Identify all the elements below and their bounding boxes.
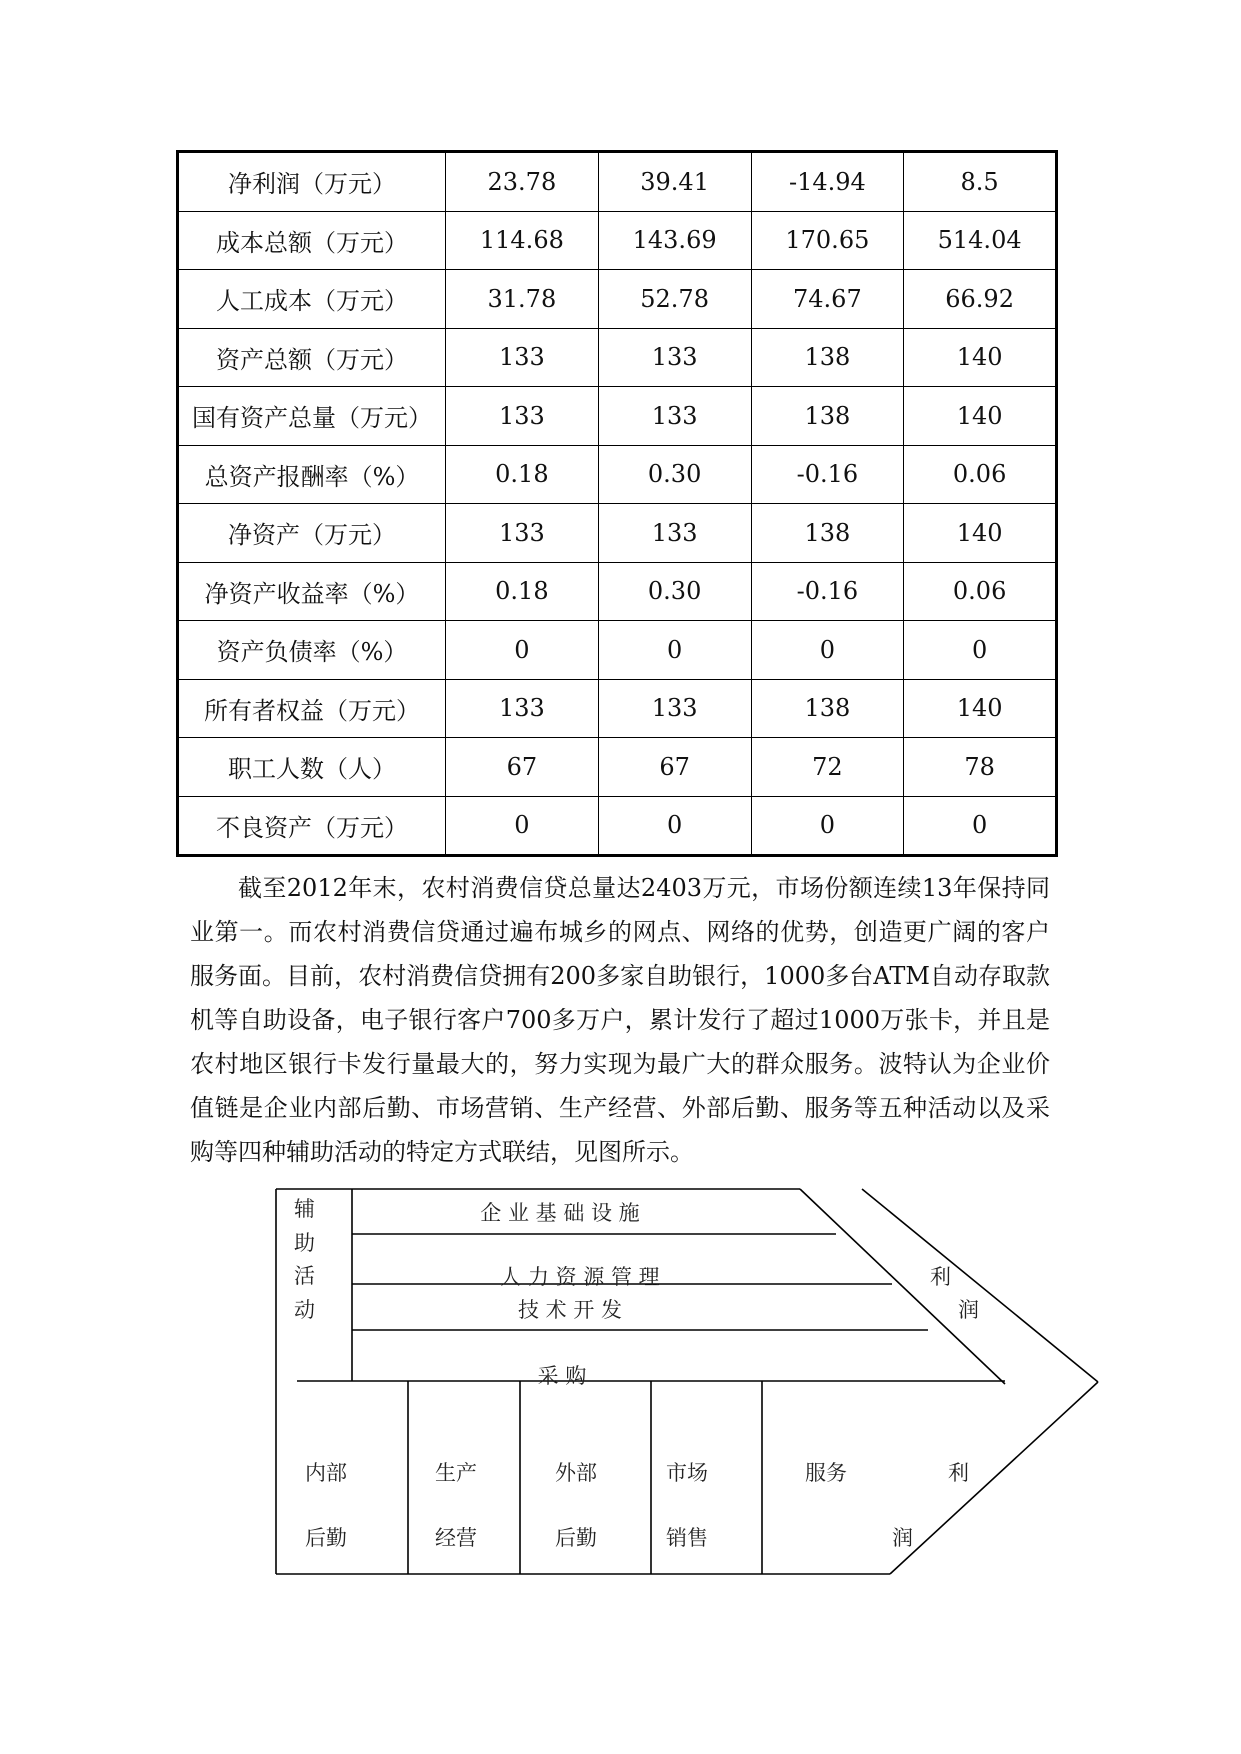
support-label-char: 动 (294, 1298, 315, 1322)
row-label: 总资产报酬率（%） (178, 445, 446, 504)
table-cell: 0 (904, 796, 1057, 856)
table-cell: 74.67 (751, 270, 904, 329)
primary-activity-line: 后勤 (305, 1526, 347, 1550)
primary-activity-line: 外部 (555, 1461, 597, 1485)
support-activity-infrastructure: 企 业 基 础 设 施 (480, 1201, 640, 1225)
table-cell: 67 (598, 738, 751, 797)
table-cell: 140 (904, 328, 1057, 387)
support-activity-tech: 技 术 开 发 (517, 1298, 623, 1322)
table-cell: 0.30 (598, 562, 751, 621)
margin-bottom-char: 利 (948, 1461, 969, 1485)
table-cell: 133 (598, 328, 751, 387)
support-activity-procurement: 采 购 (537, 1364, 587, 1388)
row-label: 资产负债率（%） (178, 621, 446, 680)
primary-activity-line: 销售 (666, 1526, 708, 1550)
table-cell: 170.65 (751, 211, 904, 270)
row-label: 职工人数（人） (178, 738, 446, 797)
row-label: 国有资产总量（万元） (178, 387, 446, 446)
table-cell: 133 (446, 504, 599, 563)
table-cell: 0.30 (598, 445, 751, 504)
table-cell: 31.78 (446, 270, 599, 329)
margin-top-char: 利 (930, 1265, 951, 1289)
margin-bottom-char: 润 (892, 1526, 913, 1550)
table-cell: 0 (598, 621, 751, 680)
table-cell: 0.06 (904, 445, 1057, 504)
margin-top-char: 润 (958, 1298, 979, 1322)
table-cell: 8.5 (904, 152, 1057, 212)
table-cell: 140 (904, 387, 1057, 446)
table-cell: 0 (446, 621, 599, 680)
table-cell: 0 (751, 621, 904, 680)
table-cell: 138 (751, 328, 904, 387)
table-cell: 138 (751, 504, 904, 563)
table-cell: 66.92 (904, 270, 1057, 329)
support-label-char: 辅 (294, 1197, 315, 1221)
table-cell: 133 (598, 504, 751, 563)
primary-activity-line: 服务 (805, 1461, 847, 1485)
table-cell: 78 (904, 738, 1057, 797)
row-label: 不良资产（万元） (178, 796, 446, 856)
table-cell: -14.94 (751, 152, 904, 212)
primary-activity-line: 市场 (666, 1461, 708, 1485)
row-label: 所有者权益（万元） (178, 679, 446, 738)
primary-activities (305, 1461, 847, 1550)
table-cell: 0.18 (446, 562, 599, 621)
table-cell: 138 (751, 387, 904, 446)
table-cell: -0.16 (751, 562, 904, 621)
support-label-char: 助 (294, 1231, 315, 1255)
paragraph-text: 截至2012年末，农村消费信贷总量达2403万元，市场份额连续13年保持同业第一。而农村消费信贷通过遍布城乡的网点、网络的优势，创造更广阔的客户服务面。目前，农村消费信贷拥有200多家自助银行，1000多台ATM自动存取款机等自助设备，电子银行客户700多万户，累计发行了超过1000万张卡，并且是农村地区银行卡发行量最大的，努力实现为最广大的群众服务。波特认为企业价值链是企业内部后勤、市场营销、生产经营、外部后勤、服务等五种活动以及采购等四种辅助活动的特定方式联结，见图所示。 (190, 874, 1050, 1166)
table-cell: 0 (446, 796, 599, 856)
table-cell: 72 (751, 738, 904, 797)
primary-activity-line: 生产 (435, 1461, 477, 1485)
table-cell: 140 (904, 679, 1057, 738)
table-cell: 138 (751, 679, 904, 738)
table-cell: 67 (446, 738, 599, 797)
table-cell: 133 (446, 328, 599, 387)
table-cell: 52.78 (598, 270, 751, 329)
row-label: 成本总额（万元） (178, 211, 446, 270)
table-cell: 114.68 (446, 211, 599, 270)
support-activity-hr: 人 力 资 源 管 理 (500, 1265, 660, 1289)
support-label (294, 1197, 315, 1322)
table-cell: 39.41 (598, 152, 751, 212)
support-label-char: 活 (294, 1264, 315, 1288)
table-cell: 0.18 (446, 445, 599, 504)
table-cell: 0 (598, 796, 751, 856)
table-cell: -0.16 (751, 445, 904, 504)
table-cell: 23.78 (446, 152, 599, 212)
table-cell: 140 (904, 504, 1057, 563)
primary-activity-line: 后勤 (555, 1526, 597, 1550)
table-cell: 133 (598, 387, 751, 446)
table-cell: 0 (751, 796, 904, 856)
row-label: 净资产收益率（%） (178, 562, 446, 621)
table-cell: 133 (446, 679, 599, 738)
row-label: 资产总额（万元） (178, 328, 446, 387)
table-cell: 133 (446, 387, 599, 446)
table-cell: 143.69 (598, 211, 751, 270)
table-cell: 133 (598, 679, 751, 738)
table-cell: 0 (904, 621, 1057, 680)
table-cell: 0.06 (904, 562, 1057, 621)
table-cell: 514.04 (904, 211, 1057, 270)
primary-activity-line: 内部 (305, 1461, 347, 1485)
row-label: 净利润（万元） (178, 152, 446, 212)
primary-activity-line: 经营 (435, 1526, 477, 1550)
row-label: 人工成本（万元） (178, 270, 446, 329)
row-label: 净资产（万元） (178, 504, 446, 563)
